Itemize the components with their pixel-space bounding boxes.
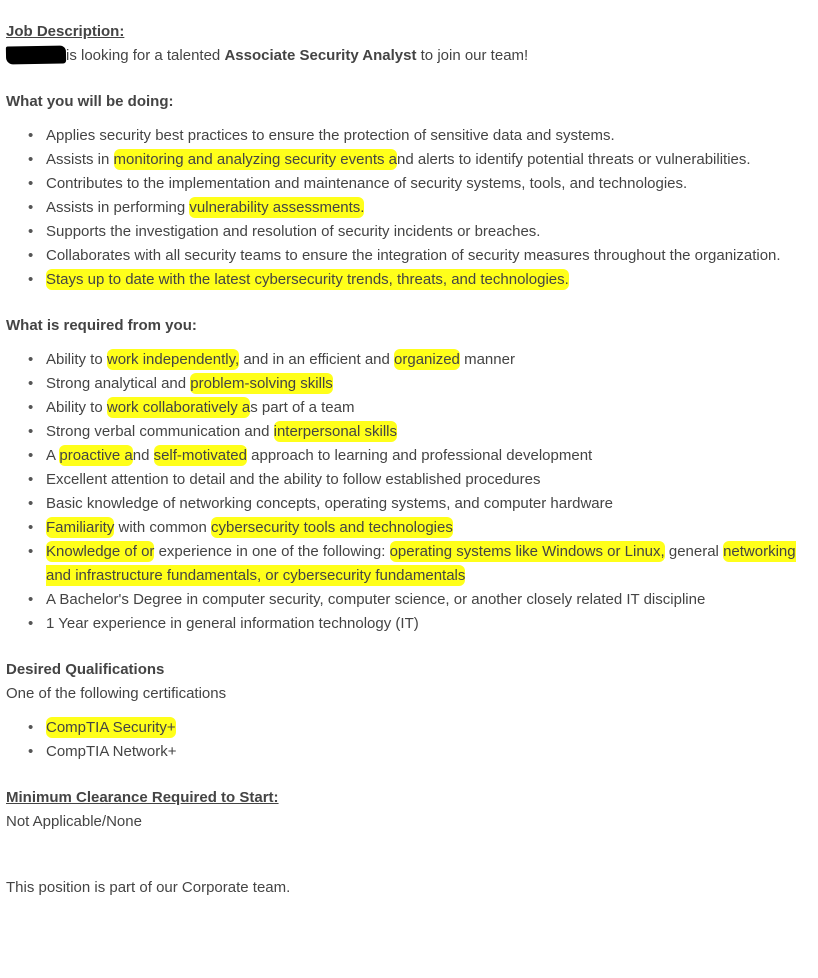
- footer-text: This position is part of our Corporate team.: [6, 879, 291, 896]
- highlight: proactive a: [59, 447, 133, 464]
- highlight: Stays up to date with the latest cybersecurity trends, threats, and technologies.: [46, 271, 569, 288]
- list-item: • Assists in monitoring and analyzing security events and alerts to identify potential threats or vulnerabilities.: [6, 148, 812, 172]
- highlight: self-motivated: [153, 447, 247, 464]
- required-heading: What is required from you:: [6, 317, 197, 334]
- doing-heading: What you will be doing:: [6, 93, 174, 110]
- desired-heading: Desired Qualifications: [6, 661, 165, 678]
- list-item: [6, 716, 812, 740]
- list-item: • Ability to work collaboratively as part of a team: [6, 396, 812, 420]
- certifications-list: [6, 716, 812, 764]
- list-item: • Supports the investigation and resolution of security incidents or breaches.: [6, 220, 812, 244]
- highlight: problem-solving skills: [190, 375, 333, 392]
- highlight: vulnerability assessments.: [189, 199, 365, 216]
- list-item: • Excellent attention to detail and the ability to follow established procedures: [6, 468, 812, 492]
- highlight: work independently,: [106, 351, 240, 368]
- intro-line: [6, 44, 812, 68]
- list-item: • A proactive and self-motivated approach to learning and professional development: [6, 444, 812, 468]
- job-description-heading: Job Description:: [6, 23, 125, 40]
- highlight: organized: [394, 351, 460, 368]
- list-item: • Collaborates with all security teams to ensure the integration of security measures throughout the organization.: [6, 244, 812, 268]
- list-item: • Applies security best practices to ensure the protection of sensitive data and systems.: [6, 124, 812, 148]
- highlight: networking and infrastructure fundamentals, or cybersecurity fundamentals: [46, 543, 796, 584]
- highlight: interpersonal skills: [273, 423, 398, 440]
- doing-list: [6, 124, 812, 292]
- desired-subheading: One of the following certifications: [6, 685, 227, 702]
- redacted-company-name: [6, 45, 66, 64]
- intro-prefix: is looking for a talented: [66, 47, 225, 64]
- clearance-value: Not Applicable/None: [6, 813, 142, 830]
- highlight: CompTIA Security+: [46, 719, 176, 736]
- highlight: work collaboratively a: [106, 399, 251, 416]
- highlight: cybersecurity tools and technologies: [211, 519, 453, 536]
- list-item: • Ability to work independently, and in an efficient and organized manner: [6, 348, 812, 372]
- clearance-heading: Minimum Clearance Required to Start:: [6, 789, 279, 806]
- list-item: • A Bachelor's Degree in computer security, computer science, or another closely related IT discipline: [6, 588, 812, 612]
- list-item: • Strong analytical and problem-solving skills: [6, 372, 812, 396]
- highlight: Familiarity: [46, 519, 115, 536]
- highlight: monitoring and analyzing security events a: [113, 151, 398, 168]
- highlight: operating systems like Windows or Linux,: [389, 543, 665, 560]
- required-list: [6, 348, 812, 636]
- list-item: • Knowledge of or experience in one of the following: operating systems like Windows or Linux, general networking and infrastructure fundamentals, or cybersecurity fundamentals: [6, 540, 812, 588]
- list-item: • CompTIA Network+: [6, 740, 812, 764]
- intro-role: Associate Security Analyst: [224, 47, 417, 64]
- intro-suffix: to join our team!: [416, 47, 529, 64]
- job-posting: [6, 20, 812, 900]
- list-item: • Familiarity with common cybersecurity tools and technologies: [6, 516, 812, 540]
- list-item: • Basic knowledge of networking concepts, operating systems, and computer hardware: [6, 492, 812, 516]
- list-item: • Strong verbal communication and interpersonal skills: [6, 420, 812, 444]
- list-item: • Contributes to the implementation and maintenance of security systems, tools, and technologies.: [6, 172, 812, 196]
- highlight: Knowledge of or: [46, 543, 155, 560]
- list-item: • 1 Year experience in general information technology (IT): [6, 612, 812, 636]
- list-item: • Assists in performing vulnerability assessments.: [6, 196, 812, 220]
- list-item: [6, 268, 812, 292]
